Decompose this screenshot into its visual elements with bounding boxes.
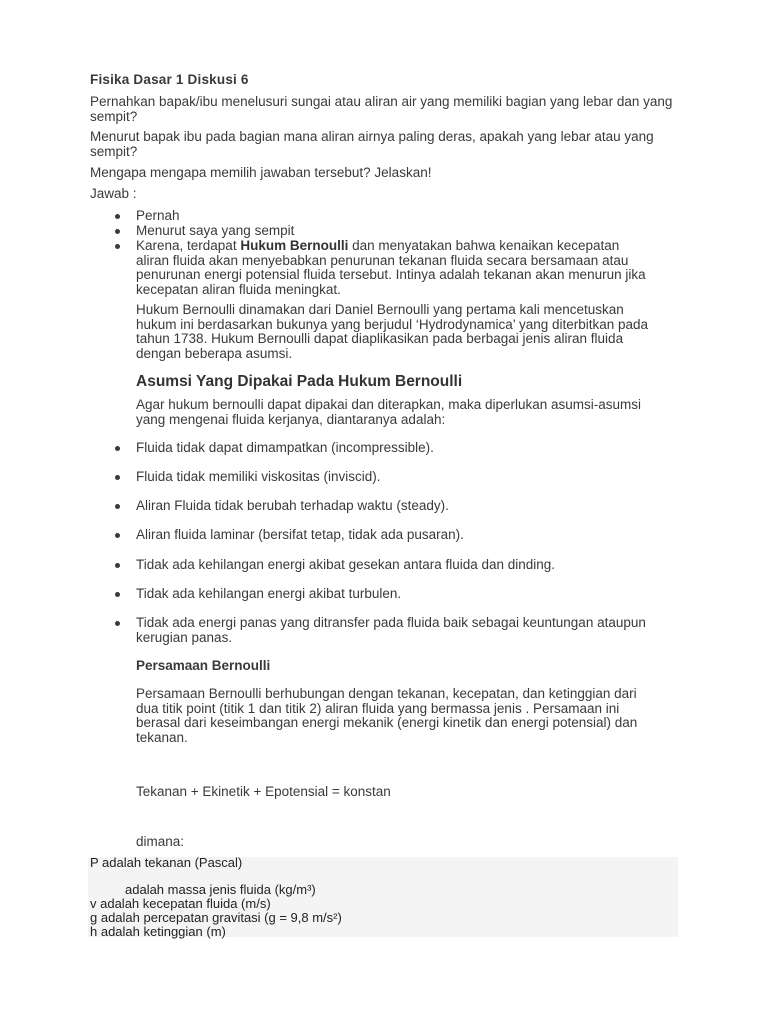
bullet-marker: [115, 244, 120, 249]
assumption-item: Fluida tidak memiliki viskositas (inviscid).: [136, 469, 381, 484]
definition-item: h adalah ketinggian (m): [90, 924, 226, 939]
heading-persamaan: Persamaan Bernoulli: [136, 658, 271, 673]
asumsi-paragraph: Agar hukum bernoulli dapat dipakai dan diterapkan, maka diperlukan asumsi-asumsi yang mengenai fluida kerjanya, diantaranya adalah:: [136, 397, 642, 427]
assumption-item: Tidak ada kehilangan energi akibat gesekan antara fluida dan dinding.: [136, 557, 556, 572]
bullet-marker: [115, 214, 120, 219]
document-title: Fisika Dasar 1 Diskusi 6: [90, 72, 249, 87]
dimana-label: dimana:: [136, 834, 185, 849]
heading-asumsi: Asumsi Yang Dipakai Pada Hukum Bernoulli: [136, 373, 463, 390]
answer-item-2: Menurut saya yang sempit: [136, 223, 295, 238]
assumption-item: Aliran fluida laminar (bersifat tetap, tidak ada pusaran).: [136, 527, 464, 542]
definition-item: adalah massa jenis fluida (kg/m³): [125, 882, 316, 897]
bullet-marker: [115, 229, 120, 234]
assumption-item: Aliran Fluida tidak berubah terhadap waktu (steady).: [136, 498, 449, 513]
bullet-marker: [115, 446, 120, 451]
definition-item: g adalah percepatan gravitasi (g = 9,8 m/s²): [90, 910, 342, 925]
bullet-marker: [115, 563, 120, 568]
assumption-item: Tidak ada kehilangan energi akibat turbulen.: [136, 586, 402, 601]
answer-item-3-suffix: dan menyatakan bahwa kenaikan kecepatan aliran fluida akan menyebabkan penurunan tekanan fluida secara bersamaan atau penurunan energi potensial fluida tersebut. Intinya adalah tekanan akan menurun jika kecepatan aliran fluida meningkat.: [136, 238, 646, 297]
answer-item-1: Pernah: [136, 208, 180, 223]
persamaan-paragraph: Persamaan Bernoulli berhubungan dengan tekanan, kecepatan, dan ketinggian dari dua titik point (titik 1 dan titik 2) aliran fluida yang bermassa jenis . Persamaan ini berasal dari keseimbangan energi mekanik (energi kinetik dan energi potensial) dan tekanan.: [136, 686, 638, 745]
equation-text: Tekanan + Ekinetik + Epotensial = konstan: [136, 784, 391, 799]
history-paragraph: Hukum Bernoulli dinamakan dari Daniel Bernoulli yang pertama kali mencetuskan hukum ini berdasarkan bukunya yang berjudul ‘Hydrodynamica’ yang diterbitkan pada tahun 1738. Hukum Bernoulli dapat diaplikasikan pada berbagai jenis aliran fluida dengan beberapa asumsi.: [136, 302, 649, 361]
bullet-marker: [115, 621, 120, 626]
answer-label: Jawab :: [90, 186, 137, 201]
answer-item-3-prefix: Karena, terdapat: [136, 238, 241, 253]
bullet-marker: [115, 592, 120, 597]
hukum-bernoulli-bold: Hukum Bernoulli: [240, 238, 349, 253]
question-1: Pernahkan bapak/ibu menelusuri sungai atau aliran air yang memiliki bagian yang lebar dan yang sempit?: [90, 94, 673, 124]
bullet-marker: [115, 475, 120, 480]
definition-item: P adalah tekanan (Pascal): [90, 855, 243, 870]
bullet-marker: [115, 504, 120, 509]
question-3: Mengapa mengapa memilih jawaban tersebut? Jelaskan!: [90, 165, 432, 180]
bullet-marker: [115, 533, 120, 538]
assumption-item: Tidak ada energi panas yang ditransfer pada fluida baik sebagai keuntungan ataupun kerugian panas.: [136, 615, 646, 645]
definition-item: v adalah kecepatan fluida (m/s): [90, 896, 271, 911]
answer-item-3: [136, 239, 656, 297]
assumption-item: Fluida tidak dapat dimampatkan (incompressible).: [136, 440, 434, 455]
question-2: Menurut bapak ibu pada bagian mana aliran airnya paling deras, apakah yang lebar atau yang sempit?: [90, 129, 654, 159]
